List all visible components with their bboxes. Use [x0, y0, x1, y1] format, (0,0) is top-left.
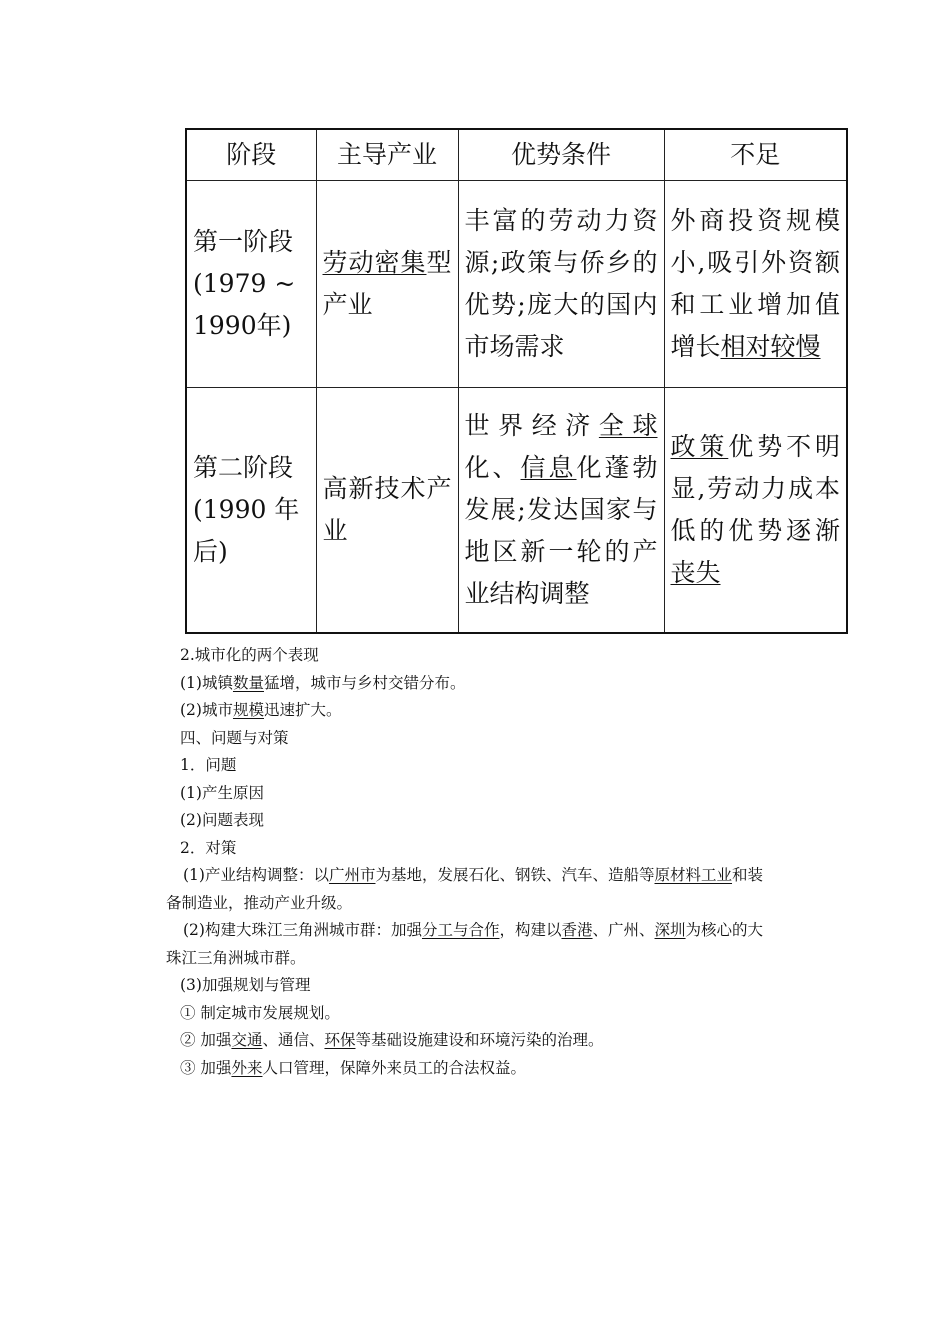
list-item: (1)城镇数量猛增，城市与乡村交错分布。: [180, 673, 466, 692]
header-shortcomings: 不足: [664, 129, 847, 181]
advantages-cell: 丰富的劳动力资源;政策与侨乡的优势;庞大的国内市场需求: [458, 181, 664, 388]
section-heading: 四、问题与对策: [180, 728, 289, 747]
urbanization-heading: 2.城市化的两个表现: [180, 646, 319, 664]
header-advantages: 优势条件: [458, 129, 664, 181]
development-stages-table: [185, 128, 848, 634]
industry-cell: 高新技术产业: [316, 388, 458, 634]
header-stage: 阶段: [186, 129, 316, 181]
list-item-continued: 备制造业，推动产业升级。: [166, 893, 353, 912]
list-item: 2．对策: [180, 838, 237, 857]
shortcomings-cell: 政策优势不明显,劳动力成本低的优势逐渐丧失: [664, 388, 847, 634]
industry-cell: 劳动密集型产业: [316, 181, 458, 388]
list-item: ② 加强交通、通信、环保等基础设施建设和环境污染的治理。: [180, 1031, 604, 1049]
list-item: ① 制定城市发展规划。: [180, 1003, 340, 1022]
table-row: [186, 181, 847, 388]
list-item: ③ 加强外来人口管理，保障外来员工的合法权益。: [180, 1058, 526, 1077]
table-row: [186, 388, 847, 634]
list-item: (2)问题表现: [180, 811, 264, 829]
list-item: (2)城市规模迅速扩大。: [180, 701, 342, 719]
list-item: (1)产生原因: [180, 783, 264, 802]
advantages-cell: 世界经济全球化、信息化蓬勃发展;发达国家与地区新一轮的产业结构调整: [458, 388, 664, 634]
shortcomings-cell: 外商投资规模小,吸引外资额和工业增加值增长相对较慢: [664, 181, 847, 388]
list-item: (1)产业结构调整：以广州市为基地，发展石化、钢铁、汽车、造船等原材料工业和装: [183, 866, 764, 884]
stage-cell: 第一阶段 (1979 ~ 1990年): [186, 181, 316, 388]
header-industry: 主导产业: [316, 129, 458, 181]
notes-section: [166, 642, 820, 1082]
list-item: (3)加强规划与管理: [180, 976, 311, 994]
stage-cell: 第二阶段 (1990 年 后): [186, 388, 316, 634]
list-item-continued: 珠江三角洲城市群。: [166, 948, 306, 967]
list-item: 1．问题: [180, 756, 237, 774]
list-item: (2)构建大珠江三角洲城市群：加强分工与合作，构建以香港、广州、深圳为核心的大: [183, 921, 764, 939]
table-header-row: [186, 129, 847, 181]
